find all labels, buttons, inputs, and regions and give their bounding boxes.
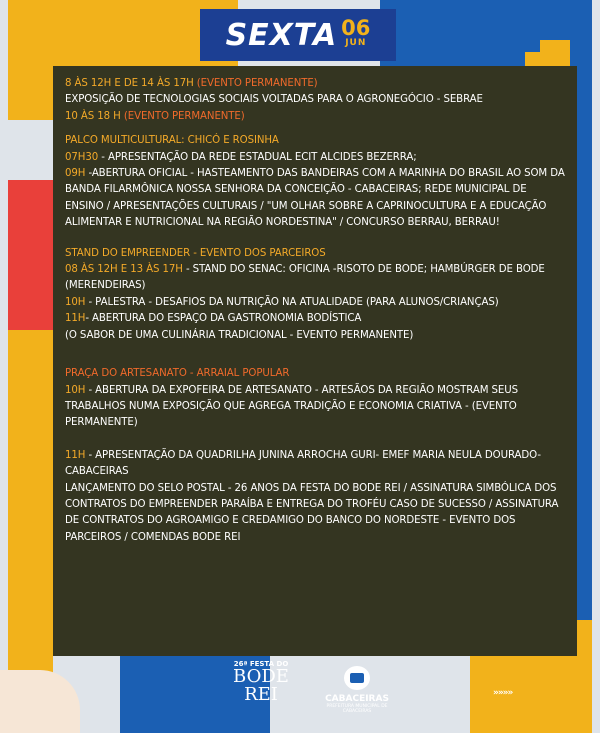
schedule-line: LANÇAMENTO DO SELO POSTAL - 26 ANOS DA FESTA DO BODE REI / ASSINATURA SIMBÓLICA DOS CONTRATOS DO EMPREENDER PARAÍBA E ENTREGA DO TROFÉU CASO DE SUCESSO / ASSINATURA DE CONTRATOS DO AGROAMIGO E CREDAMIGO DO BANCO DO NORDESTE - EVENTO DOS PARCEIROS / COMENDAS BODE REI	[65, 482, 559, 543]
logo-bode-text: BODE	[233, 666, 289, 687]
time-label: 11H	[65, 449, 86, 461]
schedule-panel	[53, 66, 577, 656]
decor-square	[540, 40, 570, 66]
day-header	[200, 9, 396, 61]
city-name: CABACEIRAS	[325, 694, 389, 704]
festa-bode-rei-logo	[222, 656, 300, 728]
event-text: - APRESENTAÇÃO DA QUADRILHA JUNINA ARROCHA GURI- EMEF MARIA NEULA DOURADO-CABACEIRAS	[65, 449, 541, 478]
time-label: 08 ÀS 12H E 13 ÀS 17H	[65, 264, 183, 276]
schedule-line	[65, 448, 567, 481]
event-text: -ABERTURA OFICIAL - HASTEAMENTO DAS BANDEIRAS COM A MARINHA DO BRASIL AO SOM DA BANDA FILARMÔNICA NOSSA SENHORA DA CONCEIÇÃO - CABACEIRAS; REDE MUNICIPAL DE ENSINO / APRESENTAÇÕES CULTURAIS / "UM OLHAR SOBRE A CAPRINOCULTURA E A EDUCAÇÃO ALIMENTAR E NUTRICIONAL NA REGIÃO NORDESTINA" / CONCURSO BERRAU, BERRAU!	[65, 168, 565, 229]
date-month: JUN	[345, 38, 367, 48]
arrows-icon: »»»»	[493, 688, 513, 698]
time-label: 10H	[65, 296, 86, 308]
schedule-line	[65, 150, 567, 166]
event-text: - PALESTRA - DESAFIOS DA NUTRIÇÃO NA ATUALIDADE (PARA ALUNOS/CRIANÇAS)	[85, 296, 499, 308]
time-label: 10 ÀS 18 H	[65, 110, 121, 122]
note-label: (EVENTO PERMANENTE)	[123, 110, 245, 122]
event-text: - ABERTURA DO ESPAÇO DA GASTRONOMIA BODÍSTICA	[85, 313, 362, 325]
time-label: 11H	[65, 313, 86, 325]
day-title: SEXTA	[225, 17, 338, 53]
logo-small-text: 26ª FESTA DO	[233, 660, 289, 668]
schedule-line	[65, 383, 567, 432]
schedule-line: EXPOSIÇÃO DE TECNOLOGIAS SOCIAIS VOLTADAS PARA O AGRONEGÓCIO - SEBRAE	[65, 94, 483, 106]
city-subtitle: PREFEITURA MUNICIPAL DE CABACEIRAS	[326, 704, 388, 714]
event-text: - STAND DO SENAC: OFICINA -RISOTO DE BODE; HAMBÚRGER DE BODE (MERENDEIRAS)	[65, 264, 545, 292]
logo-rei-text: REI	[244, 684, 278, 705]
cabaceiras-logo	[315, 666, 399, 726]
time-label: 10H	[65, 384, 86, 396]
time-label: 07H30	[65, 151, 99, 163]
frame-red-left	[8, 180, 53, 330]
schedule-line	[65, 166, 567, 232]
section-title-stand: STAND DO EMPREENDER - EVENTO DOS PARCEIROS	[65, 247, 326, 259]
schedule-line	[65, 109, 567, 125]
section-title-palco: PALCO MULTICULTURAL: CHICÓ E ROSINHA	[65, 135, 279, 147]
schedule-line	[65, 262, 567, 295]
schedule-line	[65, 311, 567, 327]
date-number: 06	[341, 16, 371, 40]
day-date	[341, 18, 370, 48]
note-label: (EVENTO PERMANENTE)	[196, 78, 318, 89]
schedule-line: (O SABOR DE UMA CULINÁRIA TRADICIONAL - EVENTO PERMANENTE)	[65, 329, 414, 341]
time-label: 09H	[65, 168, 86, 180]
time-label: 8 ÀS 12H E DE 14 ÀS 17H	[65, 78, 194, 89]
section-title-praca: PRAÇA DO ARTESANATO - ARRAIAL POPULAR	[65, 368, 290, 380]
schedule-line	[65, 76, 567, 92]
schedule-line	[65, 295, 567, 311]
decor-shape	[0, 670, 80, 733]
city-emblem-icon	[344, 666, 370, 690]
event-text: - APRESENTAÇÃO DA REDE ESTADUAL ECIT ALCIDES BEZERRA;	[98, 151, 417, 163]
event-text: - ABERTURA DA EXPOFEIRA DE ARTESANATO - ARTESÃOS DA REGIÃO MOSTRAM SEUS TRABALHOS NUMA EXPOSIÇÃO QUE AGREGA TRADIÇÃO E ECONOMIA CRIATIVA - (EVENTO PERMANENTE)	[65, 384, 518, 429]
